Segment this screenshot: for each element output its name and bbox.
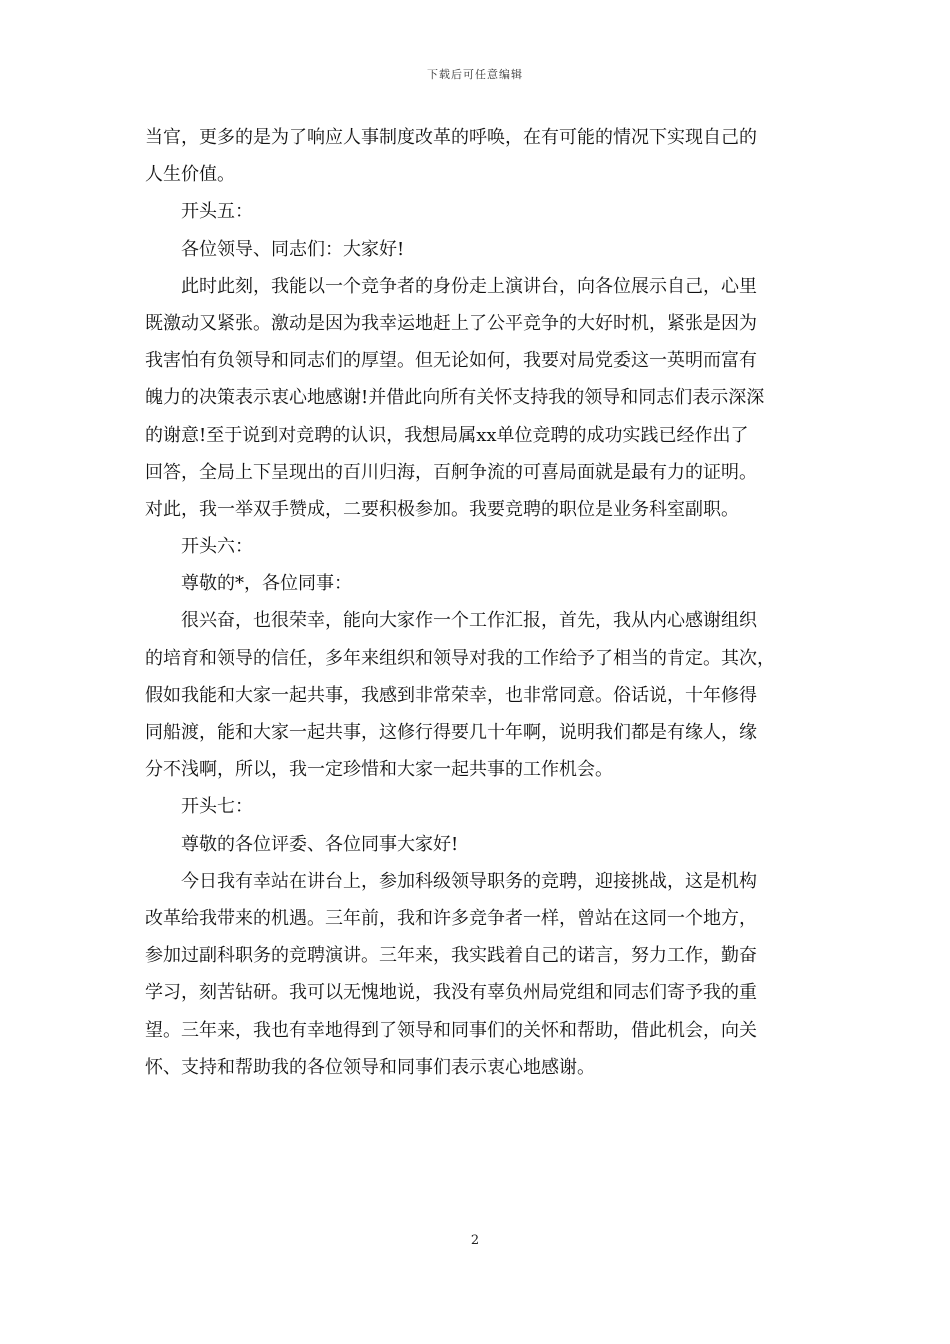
text-line: 当官，更多的是为了响应人事制度改革的呼唤，在有可能的情况下实现自己的 bbox=[145, 127, 757, 148]
text-line: 的谢意!至于说到对竞聘的认识，我想局属xx单位竞聘的成功实践已经作出了 bbox=[145, 424, 749, 446]
text-line: 参加过副科职务的竞聘演讲。三年来，我实践着自己的诺言，努力工作，勤奋 bbox=[145, 945, 757, 967]
text-line: 既激动又紧张。激动是因为我幸运地赶上了公平竞争的大好时机，紧张是因为 bbox=[145, 312, 757, 334]
text-line: 分不浅啊，所以，我一定珍惜和大家一起共事的工作机会。 bbox=[145, 759, 613, 781]
text-line: 今日我有幸站在讲台上，参加科级领导职务的竞聘，迎接挑战，这是机构 bbox=[181, 870, 757, 892]
text-line: 人生价值。 bbox=[145, 164, 235, 186]
document-body bbox=[145, 119, 808, 1086]
text-line: 的培育和领导的信任，多年来组织和领导对我的工作给予了相当的肯定。其次， bbox=[145, 647, 775, 669]
text-line: 怀、支持和帮助我的各位领导和同事们表示衷心地感谢。 bbox=[145, 1056, 595, 1078]
text-line: 此时此刻，我能以一个竞争者的身份走上演讲台，向各位展示自己，心里 bbox=[181, 275, 757, 297]
text-line: 开头六： bbox=[181, 536, 253, 558]
text-line: 回答，全局上下呈现出的百川归海，百舸争流的可喜局面就是最有力的证明。 bbox=[145, 461, 757, 483]
text-line: 对此，我一举双手赞成，二要积极参加。我要竞聘的职位是业务科室副职。 bbox=[145, 498, 739, 520]
text-line: 学习，刻苦钻研。我可以无愧地说，我没有辜负州局党组和同志们寄予我的重 bbox=[145, 982, 757, 1004]
text-line: 同船渡，能和大家一起共事，这修行得要几十年啊，说明我们都是有缘人，缘 bbox=[145, 722, 757, 743]
text-line: 开头五： bbox=[181, 201, 253, 223]
page-number: 2 bbox=[470, 1233, 480, 1248]
page-header: 下载后可任意编辑 bbox=[427, 68, 523, 81]
text-line: 各位领导、同志们：大家好! bbox=[181, 238, 405, 260]
text-line: 尊敬的各位评委、各位同事大家好! bbox=[181, 833, 459, 855]
text-line: 望。三年来，我也有幸地得到了领导和同事们的关怀和帮助，借此机会，向关 bbox=[145, 1019, 757, 1041]
text-line: 魄力的决策表示衷心地感谢!并借此向所有关怀支持我的领导和同志们表示深深 bbox=[145, 387, 765, 409]
text-line: 开头七： bbox=[181, 796, 253, 818]
text-line: 尊敬的*，各位同事： bbox=[181, 573, 352, 595]
text-line: 假如我能和大家一起共事，我感到非常荣幸，也非常同意。俗话说，十年修得 bbox=[145, 684, 757, 706]
text-line: 我害怕有负领导和同志们的厚望。但无论如何，我要对局党委这一英明而富有 bbox=[145, 350, 757, 372]
text-line: 改革给我带来的机遇。三年前，我和许多竞争者一样，曾站在这同一个地方， bbox=[145, 907, 757, 929]
text-line: 很兴奋，也很荣幸，能向大家作一个工作汇报，首先，我从内心感谢组织 bbox=[181, 610, 757, 632]
